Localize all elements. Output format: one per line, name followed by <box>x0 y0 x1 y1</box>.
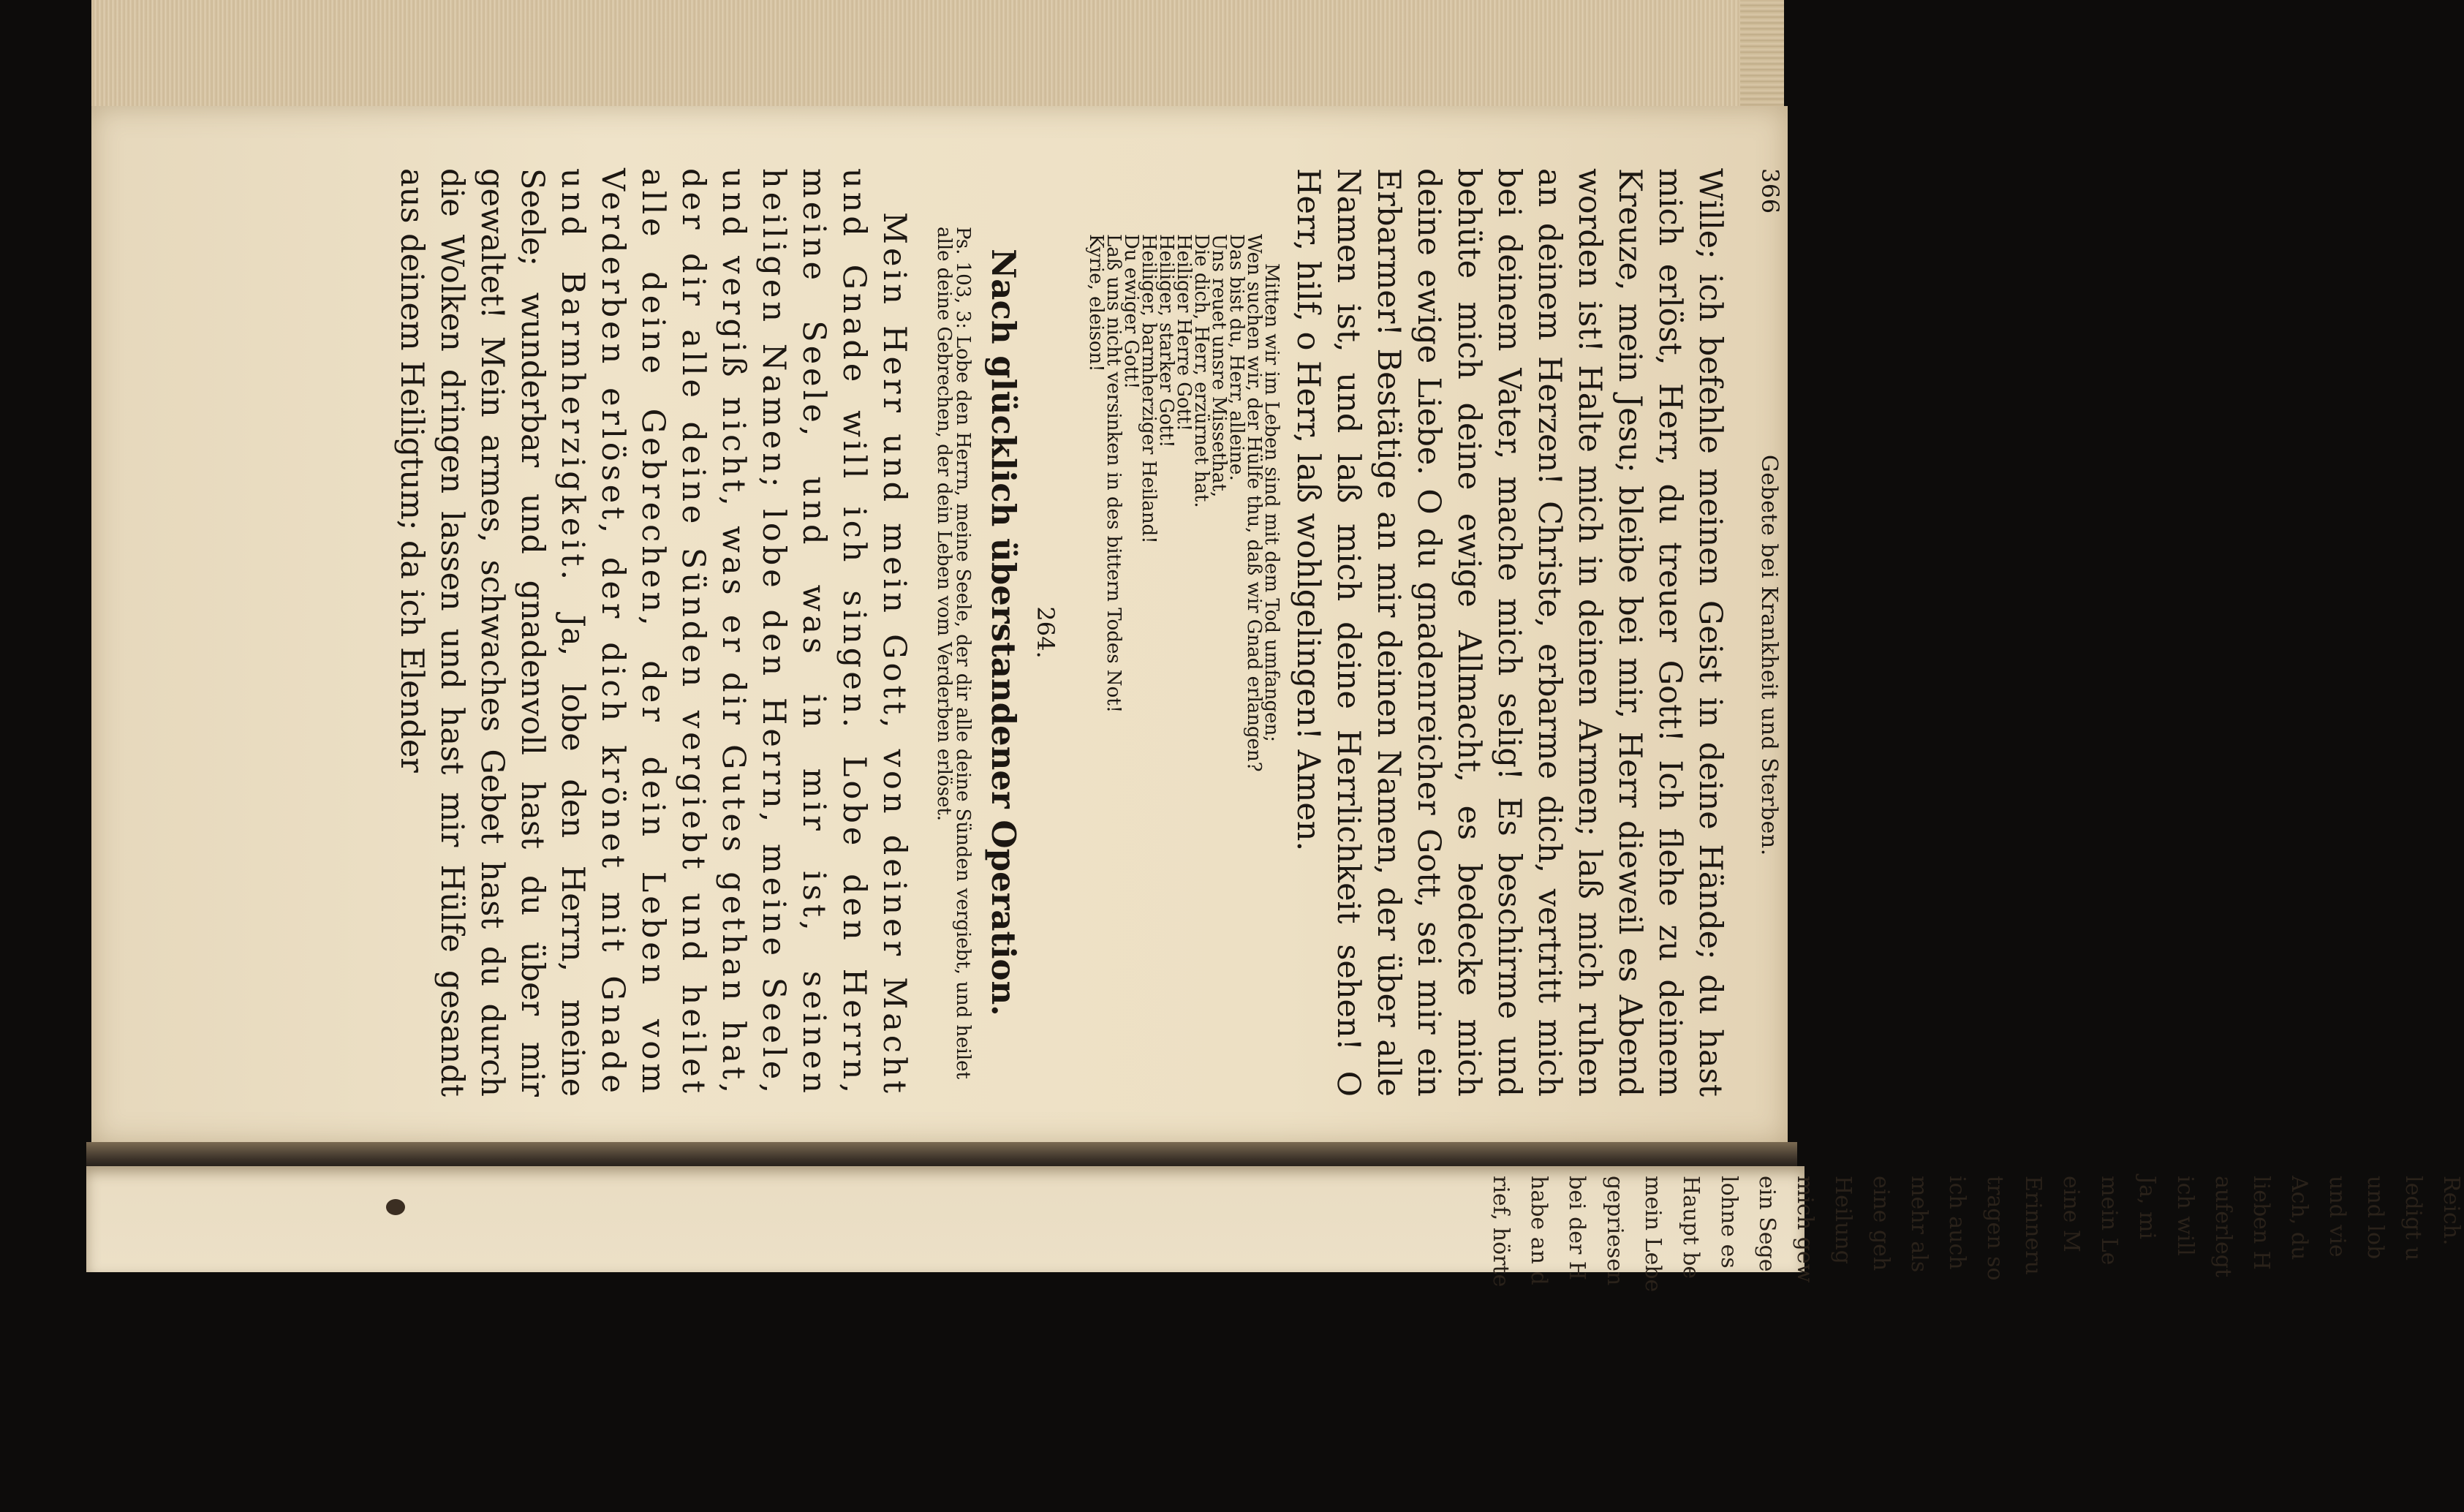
running-title: Gebete bei Krankheit und Sterben. <box>1756 454 1782 856</box>
facing-line: Ach, du <box>2286 1176 2312 1260</box>
facing-line: und vie <box>2324 1176 2350 1258</box>
facing-line: lohne es <box>1716 1176 1742 1269</box>
main-paragraph-rest: Ja, lobe den Herrn, meine Seele; wunderbar und gnadenvoll hast du über mir gewaltet! Mein armes, schwaches Gebet hast du durch die Wolken dringen lassen und hast mir Hülfe gesandt aus deinem Heiligtum; da ich Elender <box>393 168 591 1097</box>
verse-line: Das bist du, Herr, alleine. <box>1225 234 1247 481</box>
verse-block <box>1087 234 1280 1097</box>
top-page-edges <box>91 0 1780 111</box>
verse-line: Wen suchen wir, der Hülfe thu, daß wir Gnad erlangen? <box>1243 234 1265 772</box>
facing-line: gepriesen <box>1602 1176 1628 1286</box>
facing-line: mein Lebe <box>1640 1176 1666 1293</box>
verse-line: Uns reuet unsre Missethat, <box>1208 234 1230 498</box>
facing-line: Heilung <box>1830 1176 1856 1264</box>
facing-line: bei der H <box>1564 1176 1590 1281</box>
facing-line: eine M <box>2058 1176 2084 1252</box>
facing-line: eine geh <box>1868 1176 1894 1271</box>
intro-paragraph: Wille; ich befehle meinen Geist in deine Hände; du hast mich erlöst, Herr, du treuer Gott! Ich flehe zu deinem Kreuze, mein Jesu; bleibe bei mir, Herr dieweil es Abend worden ist! Halte mich in deinen Armen; laß mich ruhen an deinem Herzen! Christe, erbarme dich, vertritt mich bei deinem Vater, mache mich selig! Es beschirme und behüte mich deine ewige Allmacht, es bedecke mich deine ewige Liebe. O du gnadenreicher Gott, sei mir ein Erbarmer! Bestätige an mir deinen Namen, der über alle Namen ist, und laß mich deine Herrlichkeit sehen! O Herr, hilf, o Herr, laß wohlgelingen! Amen. <box>1290 168 1728 1097</box>
verse-line: Die dich, Herr, erzürnet hat. <box>1190 234 1212 508</box>
main-paragraph <box>391 168 914 1097</box>
facing-line: auferlegt <box>2210 1176 2236 1278</box>
page-text <box>227 168 1784 1097</box>
facing-line: ich will <box>2172 1176 2198 1256</box>
ink-spot <box>386 1199 405 1215</box>
verse-line: Heiliger, barmherziger Heiland! <box>1138 234 1160 544</box>
facing-line: Erinneru <box>2020 1176 2046 1275</box>
facing-line: rief, hörte <box>1488 1176 1513 1288</box>
prayer-heading: Nach glücklich überstandener Operation. <box>984 249 1023 1016</box>
facing-line: mein Le <box>2096 1176 2122 1266</box>
verse-line: Heiliger Herre Gott! <box>1173 234 1195 432</box>
facing-line: und lob <box>2362 1176 2388 1260</box>
facing-line: ich auch <box>1944 1176 1970 1270</box>
verse-line: Kyrie, eleison! <box>1085 234 1107 372</box>
verse-line: Du ewiger Gott! <box>1120 234 1142 390</box>
facing-line: mich gew <box>1792 1176 1818 1283</box>
verse-line: Heiliger, starker Gott! <box>1155 234 1177 448</box>
main-paragraph-spaced: Mein Herr und mein Gott, von deiner Macht und Gnade will ich singen. Lobe den Herrn, meine Seele, und was in mir ist, seinen heiligen Namen; lobe den Herrn, meine Seele, und vergiß nicht, was er dir Gutes gethan hat, der dir alle deine Sünden vergiebt und heilet alle deine Gebrechen, der dein Leben vom Verderben erlöset, der dich krönet mit Gnade und Barmherzigkeit. <box>554 168 912 1097</box>
facing-line: mehr als <box>1906 1176 1932 1273</box>
verse-line: Mitten wir im Leben sind mit dem Tod umfangen; <box>1261 263 1282 743</box>
facing-line: tragen so <box>1982 1176 2008 1281</box>
facing-line: habe an d <box>1526 1176 1552 1285</box>
verse-line: Laß uns nicht versinken in des bittern Todes Not! <box>1103 234 1125 714</box>
page-number: 366 <box>1756 168 1784 214</box>
running-head <box>1756 168 1784 1097</box>
facing-line: Haupt be <box>1678 1176 1704 1279</box>
prayer-number: 264. <box>1032 606 1059 659</box>
facing-line: ein Sege <box>1754 1176 1780 1272</box>
facing-line: Ja, mi <box>2134 1176 2160 1240</box>
facing-line: Reich. <box>2438 1176 2464 1246</box>
facing-line: ledigt u <box>2400 1176 2426 1261</box>
scripture-reference: Ps. 103, 3: Lobe den Herrn, meine Seele, der dir alle deine Sünden vergiebt, und heilet alle deine Gebrechen, der dein Leben vom Verderben erlöset. <box>933 227 974 1079</box>
facing-line: lieben H <box>2248 1176 2274 1270</box>
facing-page-text <box>1418 1176 2464 1512</box>
